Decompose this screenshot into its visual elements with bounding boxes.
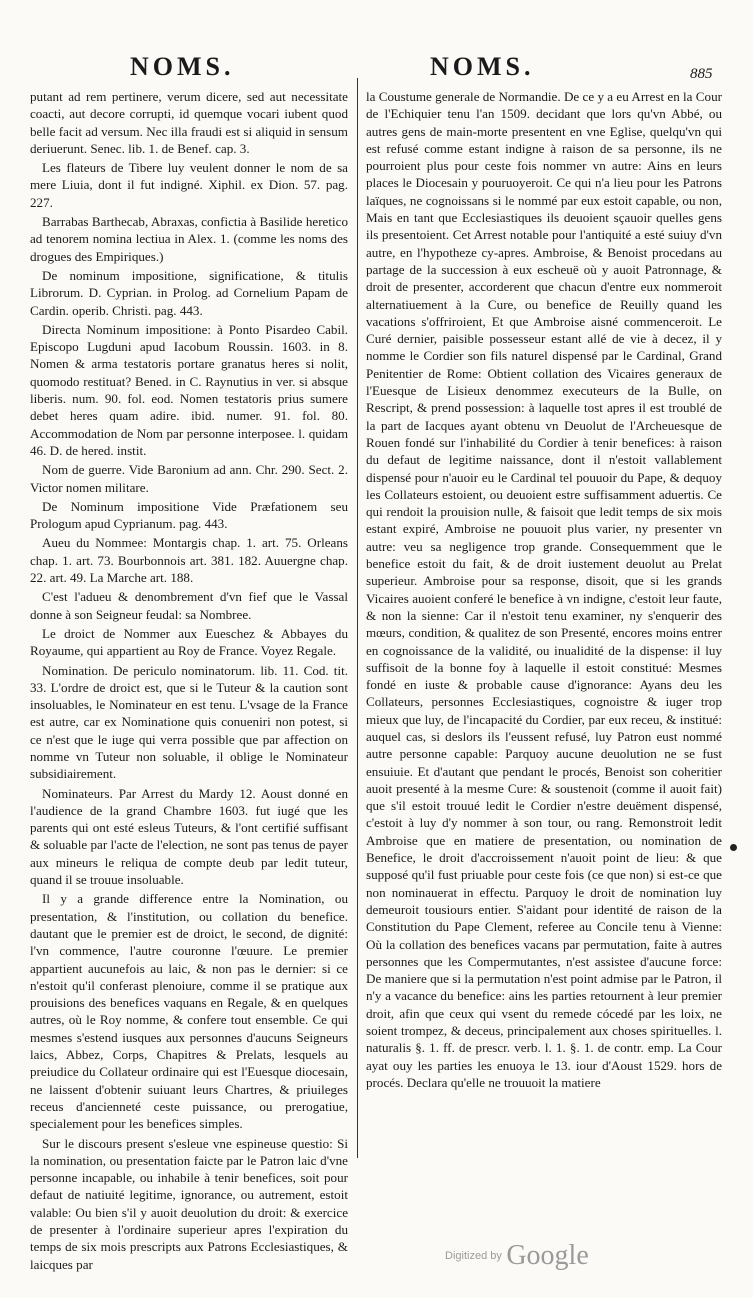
running-header <box>0 52 753 92</box>
right-column <box>366 88 722 1093</box>
paragraph: C'est l'adueu & denombrement d'vn fief que le Vassal donne à son Seigneur feudal: sa Nombree. <box>30 589 348 622</box>
paragraph: Nominateurs. Par Arrest du Mardy 12. Aoust donné en l'audience de la grand Chambre 1603. fut iugé que les parents qui ont esté esleus Tuteurs, & l'ont certifié suffisant & soluable par l'acte de l'election, ne sont pas tenus de payer aux mineurs le reliqua de compte deub par ledit tuteur, quand il se trouue insoluable. <box>30 785 348 888</box>
paragraph: De nominum impositione, significatione, & titulis Librorum. D. Cyprian. in Prolog. ad Cornelium Papam de Cardin. operib. Christi. pag. 443. <box>30 267 348 318</box>
column-divider <box>357 78 358 1158</box>
paragraph: Les flateurs de Tibere luy veulent donner le nom de sa mere Liuia, dont il fut indigné. Xiphil. ex Dion. 57. pag. 227. <box>30 160 348 210</box>
margin-mark <box>730 844 737 851</box>
paragraph: Il y a grande difference entre la Nomination, ou presentation, & l'institution, ou collation du benefice. dautant que le premier est de droict, le second, de dignité: l'vn commence, l'autre couronne l'œuure. Le premier appartient aucunefois au laic, & non pas le dernier: si ce n'estoit qu'il conferast plenoiure, comme il se pratique aux prouisions des benefices vaquans en Regale, & en quelques autres, où le Roy nomme, & confere tout ensemble. Ce qui mesmes s'estend iusques aux personnes d'aucuns Seigneurs laics, Abbez, Corps, Chapitres & Prelats, lesquels au preiudice du Collateur ordinaire qui est l'Euesque diocesain, ne laissent d'obtenir suiuant leurs Chartres, & priuileges receus d'ancienneté ceste puissance, ou prerogatiue, specialement pour les benefices simples. <box>30 891 348 1132</box>
google-logo: Google <box>506 1240 589 1271</box>
paragraph: Sur le discours present s'esleue vne espineuse questio: Si la nomination, ou presentation faicte par le Patron laic d'vne personne incapable, ou inhabile à tenir benefices, soit pour defaut de natiuité legitime, ignorance, ou autrement, estoit valable: Ou bien s'il y auoit deuolution du droit: & exercice de presenter à l'ordinaire superieur apres l'expiration du temps de six mois prescripts aux Patrons Ecclesiastiques, & laicques par <box>30 1135 348 1272</box>
running-title-left: NOMS. <box>130 52 235 81</box>
paragraph: Aueu du Nommee: Montargis chap. 1. art. 75. Orleans chap. 1. art. 73. Bourbonnois art. 381. 182. Auuergne chap. 22. art. 49. La Marche art. 188. <box>30 535 348 586</box>
page-number: 885 <box>690 66 713 82</box>
watermark-prefix: Digitized by <box>445 1250 502 1262</box>
paragraph: Directa Nominum impositione: à Ponto Pisardeo Cabil. Episcopo Lugduni apud Iacobum Roussin. 1603. in 8. Nomen & arma testatoris portare granatus heres si nolit, quomodo restituat? Bened. in C. Raynutius in ver. si absque liberis. num. 90. fol. eod. Nomen testatoris prius sumere debet heres quam adire. ibid. numer. 91. fol. 80. Accommodation de Nom par personne interposee. l. quidam 46. D. de hered. instit. <box>30 321 348 458</box>
running-title-right: NOMS. <box>430 52 535 81</box>
left-column <box>30 88 348 1275</box>
paragraph: Nomination. De periculo nominatorum. lib. 11. Cod. tit. 33. L'ordre de droict est, que si le Tuteur & la caution sont insoluables, le Nominateur en est tenu. L'vsage de la France est autre, car ex Nominatione quis conueniri non potest, si ce n'est que le iuge qui verra possible que par affection on nomme vn Tuteur non soluable, il oblige le Nominateur subsidiairement. <box>30 662 348 782</box>
paragraph: Nom de guerre. Vide Baronium ad ann. Chr. 290. Sect. 2. Victor nomen militare. <box>30 462 348 495</box>
digitized-watermark <box>445 1240 589 1272</box>
paragraph: la Coustume generale de Normandie. De ce y a eu Arrest en la Cour de l'Echiquier tenu l'an 1509. decidant que lors qu'vn Abbé, ou autres gens de main-morte presentent en vne Eglise, quelqu'vn qui est refusé comme estant indigne à raison de sa personne, ils ne pourroient plus pour ceste fois nommer vn autre: Ains en leurs places le Diocesain y pouruoyeroit. Ce qui n'a lieu pour les Patrons laïques, ne cognoissans si le nommé par eux estoit capable, ou non, Mais en tant que Ecclesiastiques ils deuoient sçauoir quelles gens ils presentoient. Cet Arrest notable pour l'antiquité a esté suiuy d'vn autre, en l'hypotheze cy-apres. Ambroise, & Benoist procedans au partage de la succession à eux escheuë où y auoit Patronnage, & droit de presenter, accorderent que chacun d'entre eux nommeroit alternatiuement à la Cure, ou benefice de Reuilly quand les vacations s'offriroient, Et que Ambroise aisné commenceroit. Le Curé dernier, paisible possesseur estant allé de vie à decez, il y nomme le Cordier son fils naturel dispensé par le Cardinal, Grand Penitentier de Rome: Obtient collation des Vicaires generaux de l'Euesque de Lisieux denommez executeurs de la Bulle, on Rescript, & prend possession: à laquelle tost apres il est troublé de la part de Iacques ayant obtenu vn Deuolut de l'Archeuesque de Rouen fondé sur l'inhabilité du Cordier à tenir benefices: à raison du defaut de legitime naissance, dont il n'estoit vallablement dispensé pour n'auoir eu le Cardinal tel pouuoir du Pape, & dequoy les Collateurs estoient, ou deuoient estre suffisamment aduertis. Ce qui rendoit la prouision nulle, & faisoit que ledit temps de six mois estant expiré, Ambroise ne pouuoit plus varier, ny presenter vn autre: veu sa negligence trop grande. Consequemment que le benefice estoit du fait, & de droit iustement deuolut au Prelat superieur. Ambroise pour sa response, disoit, que si les grands Vicaires auoient conferé le benefice à vn indigne, c'estoit leur faute, & non la sienne: Car il n'estoit tenu examiner, ny s'enquerir des mœurs, condition, & qualitez de son Presenté, encores moins entrer en cognoissance de la validité, ou inualidité de la dispense: il luy suffisoit de la bonne foy à laquelle il estoit constitué: Mesmes fondé en iuste & probable cause d'ignorance: Ayans deu les Collateurs, personnes Ecclesiastiques, cognoistre & iuger trop mieux que luy, de l'incapacité du Cordier, par eux receu, & institué: auquel cas, si deslors ils l'eussent refusé, luy Patron eust nommé autre personne capable: Parquoy aucune deuolution ne se fust ensuiuie. Et d'autant que pendant le procés, Benoist son coheritier auoit presenté à la mesme Cure: & soustenoit (comme il auoit fait) que s'il estoit trouué ledit le Cordier n'estre deuëment dispensé, c'estoit à luy d'y nommer à son tour, ou rang. Remonstroit ledit Ambroise que en matiere de presentation, ou nomination de Benefice, le droit d'accroissement n'auoit point de lieu: & que supposé qu'il fust priuable pour ceste fois (ce que non) si est-ce que non nominauerat in effectu. Parquoy le droit de nomination luy demeuroit tousiours entier. S'aidant pour identité de raison de la Constitution du Pape Clement, referee au Concile tenu à Vienne: Où la collation des benefices vacans par permutation, faite à autres personnes que les Compermutantes, n'est assistee d'aucune force: De maniere que si la permutation n'est point admise par le Patron, il n'y a vacance du benefice: ains les parties retournent à leur premier droit, afin que ceux qui vsent du remede cócedé par les loix, ne soient trompez, & deceus, principalement aux choses spirituelles. l. naturalis §. 1. ff. de prescr. verb. l. 1. §. 1. de contr. emp. La Cour ayat ouy les parties les enuoya le 13. iour d'Aoust 1529. hors de procés. Declara qu'elle ne trouuoit la matiere <box>366 89 722 1090</box>
paragraph: putant ad rem pertinere, verum dicere, sed aut necessitate coacti, aut decore corrupti, id quemque vocari iubent quod belle facit ad versum. Nec illa fraudi est si aliquid in sensum deriuerunt. Senec. lib. 1. de Benef. cap. 3. <box>30 89 348 156</box>
paragraph: De Nominum impositione Vide Præfationem seu Prologum apud Cyprianum. pag. 443. <box>30 498 348 532</box>
paragraph: Barrabas Barthecab, Abraxas, confictia à Basilide heretico ad tenorem nomina lectiua in Alex. 1. (comme les noms des drogues des Empiriques.) <box>30 214 348 264</box>
paragraph: Le droict de Nommer aux Eueschez & Abbayes du Royaume, qui appartient au Roy de France. Voyez Regale. <box>30 625 348 659</box>
